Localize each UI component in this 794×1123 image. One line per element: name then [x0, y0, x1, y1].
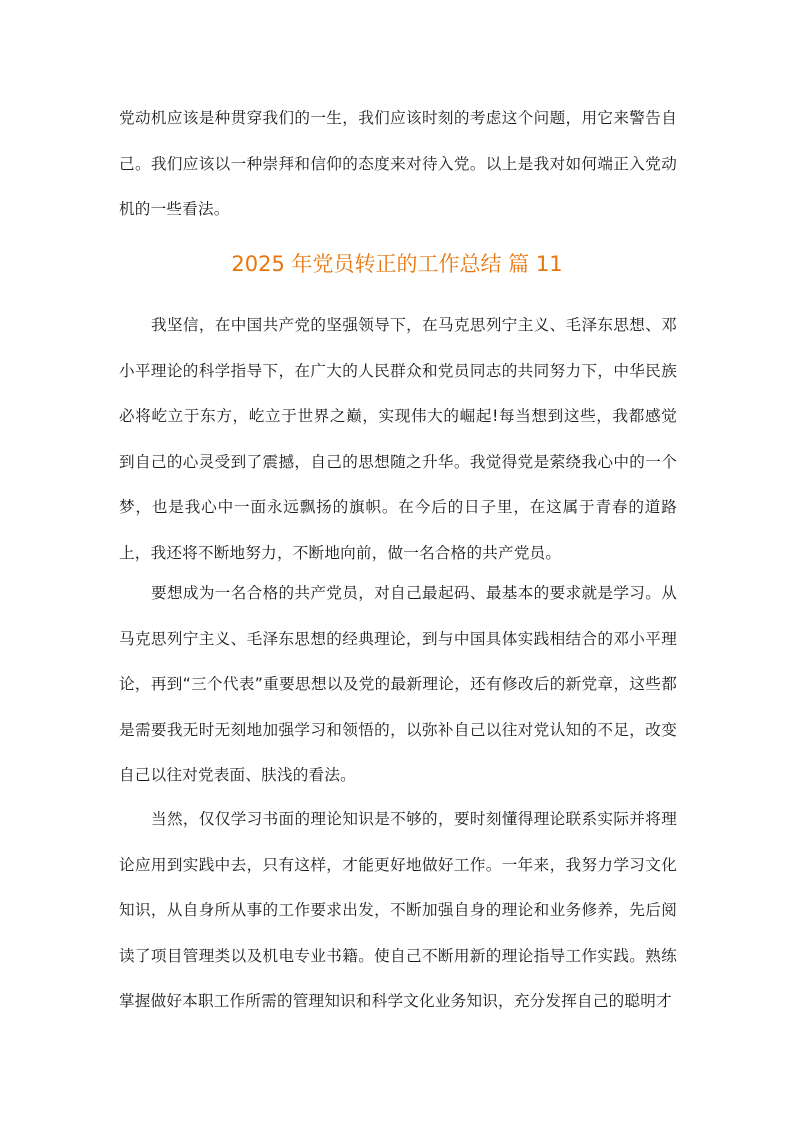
body-paragraph-1: 我坚信，在中国共产党的坚强领导下，在马克思列宁主义、毛泽东思想、邓小平理论的科学指导下，在广大的人民群众和党员同志的共同努力下，中华民族必将屹立于东方，屹立于世界之巅，实现伟大的崛起!每当想到这些，我都感觉到自己的心灵受到了震撼，自己的思想随之升华。我觉得党是萦绕我心中的一个梦，也是我心中一面永远飘扬的旗帜。在今后的日子里，在这属于青春的道路上，我还将不断地努力，不断地向前，做一名合格的共产党员。: [119, 316, 677, 562]
continuation-paragraph: 党动机应该是种贯穿我们的一生，我们应该时刻的考虑这个问题，用它来警告自己。我们应该以一种崇拜和信仰的态度来对待入党。以上是我对如何端正入党动机的一些看法。: [119, 109, 677, 218]
body-paragraph-3: 当然，仅仅学习书面的理论知识是不够的，要时刻懂得理论联系实际并将理论应用到实践中去，只有这样，才能更好地做好工作。一年来，我努力学习文化知识，从自身所从事的工作要求出发，不断加强自身的理论和业务修养，先后阅读了项目管理类以及机电专业书籍。使自己不断用新的理论指导工作实践。熟练掌握做好本职工作所需的管理知识和科学文化业务知识，充分发挥自己的聪明才: [119, 810, 677, 1010]
section-heading: 2025 年党员转正的工作总结 篇 11: [231, 252, 563, 276]
body-paragraph-2: 要想成为一名合格的共产党员，对自己最起码、最基本的要求就是学习。从马克思列宁主义、毛泽东思想的经典理论，到与中国具体实践相结合的邓小平理论，再到“三个代表”重要思想以及党的最新理论，还有修改后的新党章，这些都是需要我无时无刻地加强学习和领悟的，以弥补自己以往对党认知的不足，改变自己以往对党表面、肤浅的看法。: [119, 584, 677, 784]
